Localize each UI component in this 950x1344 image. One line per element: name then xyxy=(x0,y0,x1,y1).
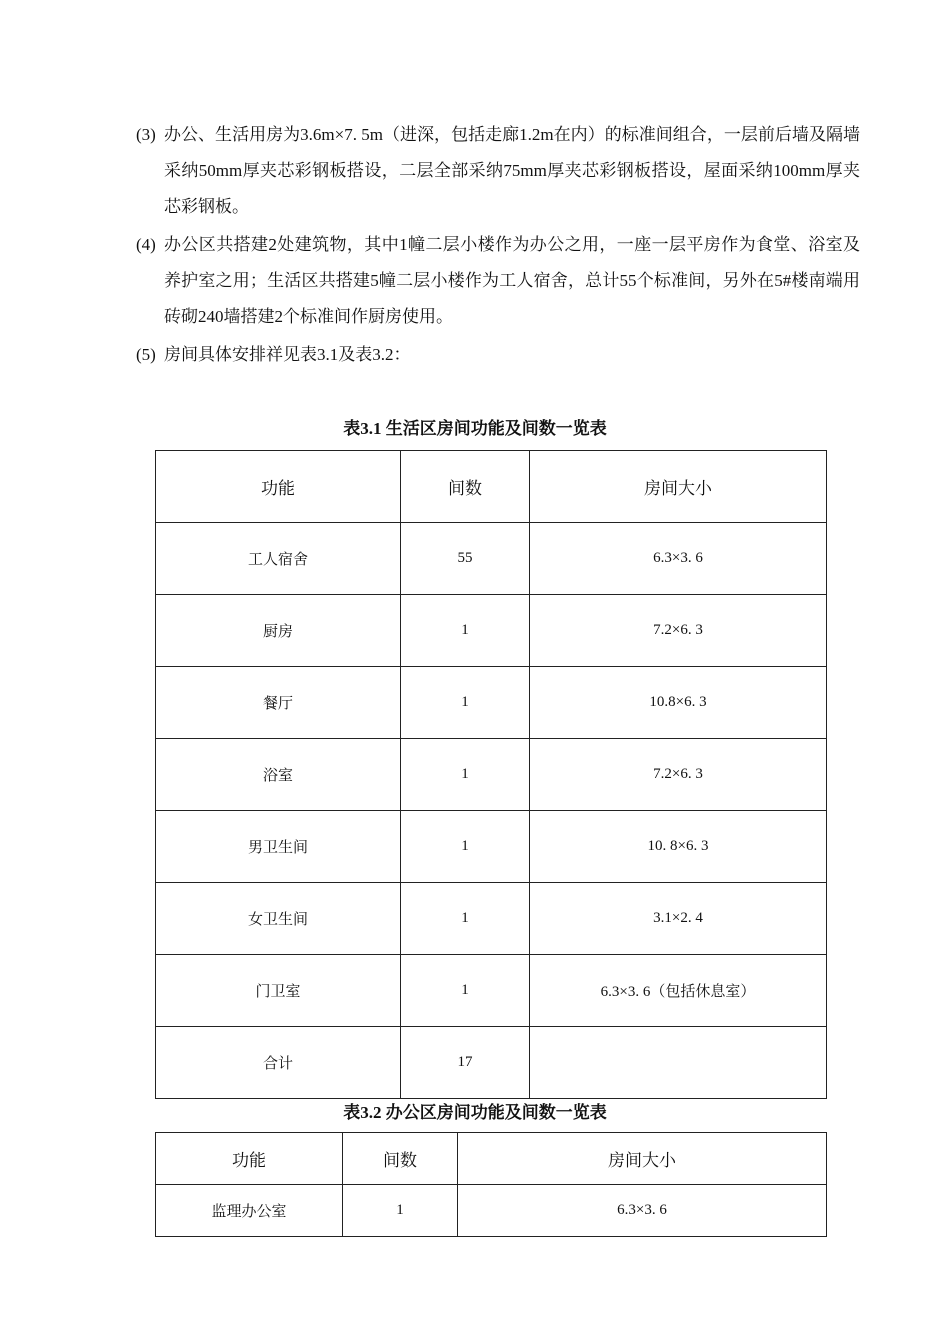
table-3-2-caption: 表3.2 办公区房间功能及间数一览表 xyxy=(343,1103,607,1122)
cell-room-size: 7.2×6. 3 xyxy=(530,595,827,667)
cell-function: 浴室 xyxy=(156,739,401,811)
cell-function: 工人宿舍 xyxy=(156,523,401,595)
paragraph-text: 办公、生活用房为3.6m×7. 5m（进深，包括走廊1.2m在内）的标准间组合，一层前后墙及隔墙采纳50mm厚夹芯彩钢板搭设，二层全部采纳75mm厚夹芯彩钢板搭设，屋面采纳100mm厚夹芯彩钢板。 xyxy=(164,125,860,216)
table-header-row xyxy=(156,451,827,523)
cell-function: 餐厅 xyxy=(156,667,401,739)
header-room-size: 房间大小 xyxy=(458,1133,827,1185)
cell-room-size: 6.3×3. 6 xyxy=(530,523,827,595)
paragraph-3 xyxy=(136,117,860,225)
table-row xyxy=(156,955,827,1027)
header-count: 间数 xyxy=(401,451,530,523)
paragraph-text: 房间具体安排祥见表3.1及表3.2： xyxy=(164,345,411,364)
paragraph-number: (4) xyxy=(136,235,156,254)
cell-count: 1 xyxy=(343,1185,458,1237)
cell-count: 1 xyxy=(401,667,530,739)
cell-room-size: 7.2×6. 3 xyxy=(530,739,827,811)
table-row xyxy=(156,811,827,883)
table-row xyxy=(156,667,827,739)
header-function: 功能 xyxy=(156,451,401,523)
cell-room-size: 10. 8×6. 3 xyxy=(530,811,827,883)
cell-count: 1 xyxy=(401,739,530,811)
cell-function: 男卫生间 xyxy=(156,811,401,883)
cell-room-size: 3.1×2. 4 xyxy=(530,883,827,955)
cell-function: 合计 xyxy=(156,1027,401,1099)
cell-function: 监理办公室 xyxy=(156,1185,343,1237)
table-total-row xyxy=(156,1027,827,1099)
cell-count: 1 xyxy=(401,955,530,1027)
cell-count: 1 xyxy=(401,883,530,955)
cell-count: 1 xyxy=(401,595,530,667)
header-function: 功能 xyxy=(156,1133,343,1185)
paragraph-number: (5) xyxy=(136,345,156,364)
cell-function: 门卫室 xyxy=(156,955,401,1027)
paragraph-5 xyxy=(136,337,860,373)
table-header-row xyxy=(156,1133,827,1185)
cell-room-size xyxy=(530,1027,827,1099)
table-3-2 xyxy=(155,1132,827,1237)
paragraph-number: (3) xyxy=(136,125,156,144)
table-3-1-caption: 表3.1 生活区房间功能及间数一览表 xyxy=(343,419,607,438)
table-row xyxy=(156,1185,827,1237)
table-row xyxy=(156,883,827,955)
table-row xyxy=(156,739,827,811)
table-3-1 xyxy=(155,450,827,1099)
header-room-size: 房间大小 xyxy=(530,451,827,523)
cell-room-size: 6.3×3. 6 xyxy=(458,1185,827,1237)
cell-function: 女卫生间 xyxy=(156,883,401,955)
cell-function: 厨房 xyxy=(156,595,401,667)
table-row xyxy=(156,595,827,667)
paragraph-text: 办公区共搭建2处建筑物，其中1幢二层小楼作为办公之用，一座一层平房作为食堂、浴室及养护室之用；生活区共搭建5幢二层小楼作为工人宿舍，总计55个标准间，另外在5#楼南端用砖砌240墙搭建2个标准间作厨房使用。 xyxy=(164,235,860,326)
cell-count: 17 xyxy=(401,1027,530,1099)
table-row xyxy=(156,523,827,595)
cell-count: 1 xyxy=(401,811,530,883)
paragraph-4 xyxy=(136,227,860,335)
cell-count: 55 xyxy=(401,523,530,595)
cell-room-size: 10.8×6. 3 xyxy=(530,667,827,739)
cell-room-size: 6.3×3. 6（包括休息室） xyxy=(530,955,827,1027)
header-count: 间数 xyxy=(343,1133,458,1185)
